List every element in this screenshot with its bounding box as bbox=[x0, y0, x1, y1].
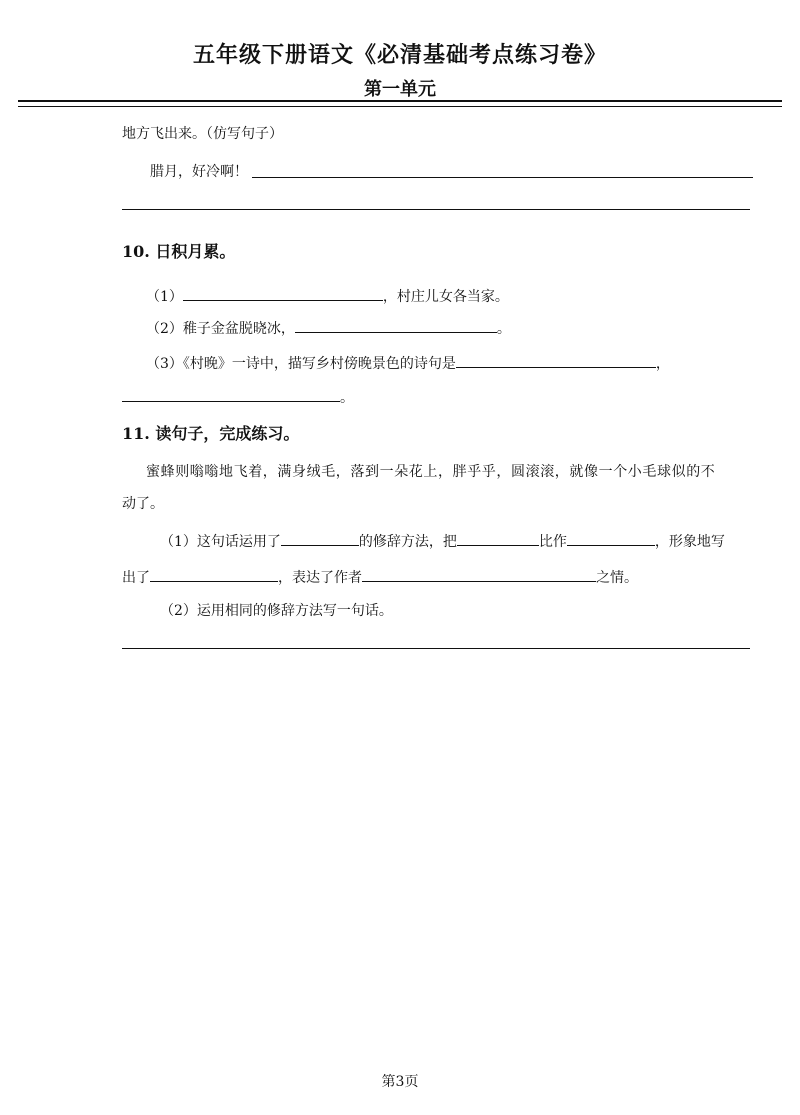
q11-sub-1-text-b: 的修辞方法，把 bbox=[358, 534, 457, 550]
q11-sub-1-blank-subject[interactable] bbox=[457, 529, 539, 546]
q10-item-3 bbox=[146, 351, 670, 374]
header-rule-thick bbox=[18, 100, 782, 102]
page-title: 五年级下册语文《必清基础考点练习卷》 bbox=[192, 42, 607, 68]
q11-sub-2: （2）运用相同的修辞方法写一句话。 bbox=[160, 603, 393, 619]
q10-item-3-end: 。 bbox=[340, 390, 354, 406]
q10-item-3-comma: ， bbox=[655, 356, 670, 372]
q10-item-2-text: （2）稚子金盆脱晓冰， bbox=[146, 321, 295, 337]
q11-sub-1-blank-feeling[interactable] bbox=[362, 565, 596, 582]
q11-heading: 11. 读句子，完成练习。 bbox=[122, 424, 300, 443]
q11-sub-1-text-a: （1）这句话运用了 bbox=[160, 534, 281, 550]
q11-sub-1-blank-rhetoric[interactable] bbox=[281, 529, 359, 546]
q9-prompt-text: 腊月，好冷啊！ bbox=[150, 164, 248, 180]
q10-item-1-text: ，村庄儿女各当家。 bbox=[382, 289, 509, 305]
page-number: 第3页 bbox=[381, 1074, 419, 1090]
q10-item-1-blank[interactable] bbox=[183, 284, 383, 301]
q10-item-2 bbox=[146, 316, 511, 339]
q11-sub-1-blank-wrote[interactable] bbox=[150, 565, 278, 582]
unit-subtitle: 第一单元 bbox=[364, 79, 436, 100]
q10-item-2-blank[interactable] bbox=[295, 316, 497, 333]
q10-item-3-blank-1[interactable] bbox=[456, 351, 656, 368]
q11-passage-line-1: 蜜蜂则嗡嗡地飞着，满身绒毛，落到一朵花上，胖乎乎，圆滚滚，就像一个小毛球似的不 bbox=[146, 464, 716, 480]
q10-item-3-blank-2[interactable] bbox=[122, 385, 340, 402]
q9-tail-text: 地方飞出来。（仿写句子） bbox=[122, 126, 283, 142]
q11-sub-2-answer-line[interactable] bbox=[122, 648, 750, 649]
q10-heading: 10. 日积月累。 bbox=[122, 242, 236, 261]
q9-answer-line-1[interactable] bbox=[252, 177, 753, 178]
q11-sub-1-text-f: ，表达了作者 bbox=[278, 570, 362, 586]
q11-sub-1-text-c: 比作 bbox=[538, 534, 567, 550]
q11-sub-1-line-2 bbox=[122, 565, 638, 588]
q10-item-1-num: （1） bbox=[146, 289, 183, 305]
q10-item-1 bbox=[146, 284, 509, 307]
q11-sub-1-text-e: 出了 bbox=[122, 570, 150, 586]
q11-sub-1-text-d: ，形象地写 bbox=[654, 534, 725, 550]
q9-answer-line-2[interactable] bbox=[122, 209, 750, 210]
q10-item-2-end: 。 bbox=[496, 321, 511, 337]
q11-sub-1-text-g: 之情。 bbox=[596, 570, 638, 586]
q10-item-3-line2 bbox=[122, 385, 354, 408]
q9-prompt bbox=[150, 162, 248, 182]
header-rule-thin bbox=[18, 106, 782, 107]
q11-sub-1-line-1 bbox=[160, 529, 725, 552]
q11-passage-line-2: 动了。 bbox=[122, 496, 164, 512]
q10-item-3-text: （3）《村晚》一诗中，描写乡村傍晚景色的诗句是 bbox=[146, 356, 456, 372]
q11-sub-1-blank-object[interactable] bbox=[567, 529, 655, 546]
